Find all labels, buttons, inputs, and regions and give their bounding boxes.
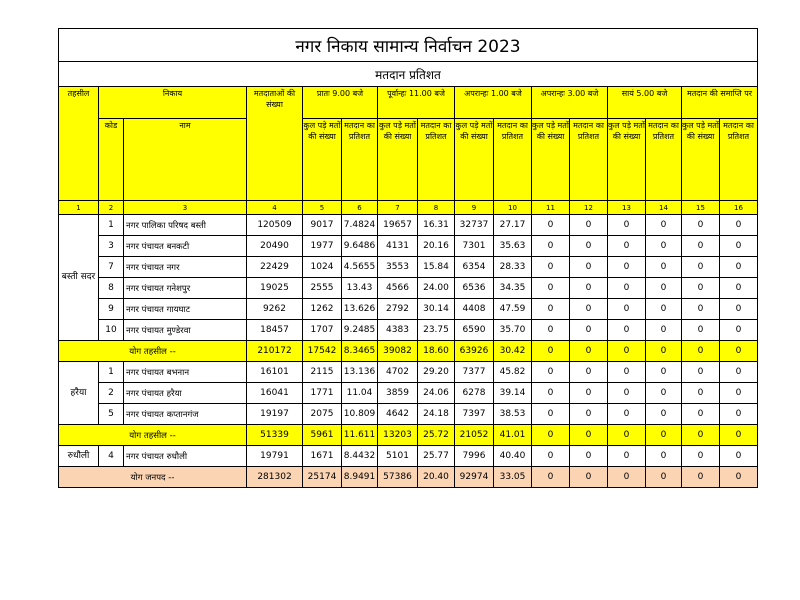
header-slot-1pm: अपरान्हः 1.00 बजे (455, 87, 532, 119)
value-cell: 5101 (378, 446, 418, 467)
value-cell: 9.2485 (342, 320, 378, 341)
value-cell: 0 (608, 215, 646, 236)
grand-total-value: 281302 (247, 467, 303, 488)
value-cell: 4408 (455, 299, 494, 320)
total-value: 39082 (378, 341, 418, 362)
value-cell: 0 (682, 257, 720, 278)
grand-total-value: 20.40 (418, 467, 455, 488)
tehsil-name: रुधौली (59, 446, 99, 467)
value-cell: 28.33 (494, 257, 532, 278)
total-value: 0 (720, 341, 758, 362)
header-votes-cast: कुल पड़े मतों की संख्या (532, 119, 570, 201)
table-row (59, 383, 758, 404)
value-cell: 2075 (303, 404, 342, 425)
header-slot-5pm: सायं 5.00 बजे (608, 87, 682, 119)
nikay-code: 3 (99, 236, 124, 257)
value-cell: 13.43 (342, 278, 378, 299)
value-cell: 1024 (303, 257, 342, 278)
value-cell: 0 (532, 257, 570, 278)
value-cell: 38.53 (494, 404, 532, 425)
value-cell: 120509 (247, 215, 303, 236)
total-value: 11.611 (342, 425, 378, 446)
value-cell: 9262 (247, 299, 303, 320)
value-cell: 8.4432 (342, 446, 378, 467)
value-cell: 0 (570, 236, 608, 257)
value-cell: 4383 (378, 320, 418, 341)
total-value: 41.01 (494, 425, 532, 446)
value-cell: 0 (570, 320, 608, 341)
total-value: 0 (608, 425, 646, 446)
nikay-name: नगर पंचायत गायघाट (124, 299, 247, 320)
column-number: 9 (455, 201, 494, 215)
table-row (59, 404, 758, 425)
total-value: 8.3465 (342, 341, 378, 362)
value-cell: 0 (532, 383, 570, 404)
table-row (59, 278, 758, 299)
value-cell: 4566 (378, 278, 418, 299)
value-cell: 0 (720, 215, 758, 236)
nikay-name: नगर पंचायत बभनान (124, 362, 247, 383)
grand-total-value: 25174 (303, 467, 342, 488)
value-cell: 0 (532, 299, 570, 320)
nikay-code: 9 (99, 299, 124, 320)
nikay-code: 2 (99, 383, 124, 404)
nikay-name: नगर पंचायत हरैया (124, 383, 247, 404)
total-value: 0 (682, 425, 720, 446)
value-cell: 20490 (247, 236, 303, 257)
column-number: 1 (59, 201, 99, 215)
tehsil-total-label: योग तहसील -- (59, 425, 247, 446)
value-cell: 13.136 (342, 362, 378, 383)
value-cell: 19657 (378, 215, 418, 236)
value-cell: 0 (682, 383, 720, 404)
grand-total-value: 0 (532, 467, 570, 488)
total-value: 0 (682, 341, 720, 362)
value-cell: 16101 (247, 362, 303, 383)
value-cell: 13.626 (342, 299, 378, 320)
value-cell: 4.5655 (342, 257, 378, 278)
header-percent: मतदान का प्रतिशत (342, 119, 378, 201)
total-value: 0 (570, 425, 608, 446)
total-value: 21052 (455, 425, 494, 446)
value-cell: 0 (720, 320, 758, 341)
total-value: 5961 (303, 425, 342, 446)
value-cell: 47.59 (494, 299, 532, 320)
total-value: 25.72 (418, 425, 455, 446)
value-cell: 3859 (378, 383, 418, 404)
grand-total-value: 0 (608, 467, 646, 488)
value-cell: 6536 (455, 278, 494, 299)
nikay-name: नगर पंचायत नगर (124, 257, 247, 278)
value-cell: 0 (608, 362, 646, 383)
value-cell: 10.809 (342, 404, 378, 425)
value-cell: 35.70 (494, 320, 532, 341)
value-cell: 0 (608, 404, 646, 425)
total-value: 0 (646, 341, 682, 362)
table-row (59, 299, 758, 320)
nikay-name: नगर पंचायत बनकटी (124, 236, 247, 257)
value-cell: 0 (720, 236, 758, 257)
table-row (59, 320, 758, 341)
value-cell: 0 (682, 446, 720, 467)
value-cell: 0 (532, 446, 570, 467)
column-number: 11 (532, 201, 570, 215)
value-cell: 0 (532, 320, 570, 341)
table-row (59, 215, 758, 236)
grand-total-value: 0 (570, 467, 608, 488)
nikay-code: 10 (99, 320, 124, 341)
value-cell: 0 (608, 320, 646, 341)
tehsil-total-row (59, 341, 758, 362)
table-row (59, 446, 758, 467)
value-cell: 6278 (455, 383, 494, 404)
value-cell: 0 (646, 299, 682, 320)
value-cell: 0 (532, 215, 570, 236)
header-voters: मतदाताओं की संख्या (247, 87, 303, 201)
value-cell: 34.35 (494, 278, 532, 299)
grand-total-value: 0 (682, 467, 720, 488)
total-value: 51339 (247, 425, 303, 446)
header-percent: मतदान का प्रतिशत (570, 119, 608, 201)
header-naam: नाम (124, 119, 247, 201)
value-cell: 4131 (378, 236, 418, 257)
value-cell: 0 (646, 215, 682, 236)
total-value: 17542 (303, 341, 342, 362)
column-number: 7 (378, 201, 418, 215)
header-slot-3pm: अपरान्हः 3.00 बजे (532, 87, 608, 119)
value-cell: 19791 (247, 446, 303, 467)
value-cell: 30.14 (418, 299, 455, 320)
table-row (59, 236, 758, 257)
value-cell: 0 (682, 236, 720, 257)
grand-total-value: 0 (720, 467, 758, 488)
total-value: 0 (532, 425, 570, 446)
header-votes-cast: कुल पड़े मतों की संख्या (608, 119, 646, 201)
grand-total-value: 57386 (378, 467, 418, 488)
value-cell: 3553 (378, 257, 418, 278)
column-number: 13 (608, 201, 646, 215)
value-cell: 0 (646, 446, 682, 467)
value-cell: 2792 (378, 299, 418, 320)
tehsil-name: बस्ती सदर (59, 215, 99, 341)
value-cell: 29.20 (418, 362, 455, 383)
nikay-code: 7 (99, 257, 124, 278)
value-cell: 0 (608, 236, 646, 257)
value-cell: 7996 (455, 446, 494, 467)
value-cell: 4702 (378, 362, 418, 383)
column-number: 8 (418, 201, 455, 215)
total-value: 0 (720, 425, 758, 446)
value-cell: 7377 (455, 362, 494, 383)
district-total-row (59, 467, 758, 488)
value-cell: 9017 (303, 215, 342, 236)
value-cell: 0 (646, 236, 682, 257)
value-cell: 1671 (303, 446, 342, 467)
value-cell: 0 (570, 257, 608, 278)
value-cell: 1707 (303, 320, 342, 341)
value-cell: 7.4824 (342, 215, 378, 236)
value-cell: 0 (570, 299, 608, 320)
nikay-name: नगर पंचायत गनेशपुर (124, 278, 247, 299)
value-cell: 16041 (247, 383, 303, 404)
header-percent: मतदान का प्रतिशत (720, 119, 758, 201)
value-cell: 22429 (247, 257, 303, 278)
nikay-name: नगर पंचायत कप्तानगंज (124, 404, 247, 425)
value-cell: 15.84 (418, 257, 455, 278)
value-cell: 0 (608, 446, 646, 467)
value-cell: 4642 (378, 404, 418, 425)
value-cell: 0 (608, 383, 646, 404)
table-row (59, 362, 758, 383)
total-value: 18.60 (418, 341, 455, 362)
column-number: 14 (646, 201, 682, 215)
value-cell: 0 (720, 278, 758, 299)
value-cell: 35.63 (494, 236, 532, 257)
total-value: 0 (646, 425, 682, 446)
total-value: 0 (532, 341, 570, 362)
header-percent: मतदान का प्रतिशत (646, 119, 682, 201)
page-subtitle: मतदान प्रतिशत (59, 62, 758, 87)
value-cell: 18457 (247, 320, 303, 341)
value-cell: 0 (720, 404, 758, 425)
nikay-name: नगर पालिका परिषद बस्ती (124, 215, 247, 236)
value-cell: 0 (682, 362, 720, 383)
value-cell: 2555 (303, 278, 342, 299)
value-cell: 0 (682, 320, 720, 341)
value-cell: 0 (646, 404, 682, 425)
table-row (59, 257, 758, 278)
value-cell: 0 (682, 215, 720, 236)
nikay-code: 8 (99, 278, 124, 299)
value-cell: 7397 (455, 404, 494, 425)
value-cell: 0 (570, 278, 608, 299)
value-cell: 20.16 (418, 236, 455, 257)
nikay-code: 5 (99, 404, 124, 425)
value-cell: 0 (720, 299, 758, 320)
value-cell: 0 (646, 362, 682, 383)
page-title: नगर निकाय सामान्य निर्वाचन 2023 (59, 29, 758, 62)
value-cell: 32737 (455, 215, 494, 236)
column-number: 15 (682, 201, 720, 215)
value-cell: 19197 (247, 404, 303, 425)
total-value: 13203 (378, 425, 418, 446)
value-cell: 39.14 (494, 383, 532, 404)
nikay-code: 1 (99, 215, 124, 236)
value-cell: 1262 (303, 299, 342, 320)
grand-total-value: 0 (646, 467, 682, 488)
header-slot-11am: पूर्वान्हः 11.00 बजे (378, 87, 455, 119)
value-cell: 0 (646, 257, 682, 278)
value-cell: 0 (720, 362, 758, 383)
value-cell: 45.82 (494, 362, 532, 383)
value-cell: 24.06 (418, 383, 455, 404)
header-votes-cast: कुल पड़े मतों की संख्या (455, 119, 494, 201)
grand-total-value: 92974 (455, 467, 494, 488)
value-cell: 0 (682, 404, 720, 425)
value-cell: 0 (532, 236, 570, 257)
column-number: 3 (124, 201, 247, 215)
value-cell: 25.77 (418, 446, 455, 467)
value-cell: 6590 (455, 320, 494, 341)
value-cell: 1771 (303, 383, 342, 404)
header-votes-cast: कुल पड़े मतों की संख्या (378, 119, 418, 201)
grand-total-value: 33.05 (494, 467, 532, 488)
value-cell: 0 (570, 362, 608, 383)
total-value: 63926 (455, 341, 494, 362)
tehsil-total-label: योग तहसील -- (59, 341, 247, 362)
value-cell: 0 (570, 404, 608, 425)
header-votes-cast: कुल पड़े मतों की संख्या (303, 119, 342, 201)
column-number: 6 (342, 201, 378, 215)
tehsil-name: हरैया (59, 362, 99, 425)
value-cell: 6354 (455, 257, 494, 278)
header-slot-end: मतदान की समाप्ति पर (682, 87, 758, 119)
nikay-name: नगर पंचायत मुण्डेरवा (124, 320, 247, 341)
nikay-code: 4 (99, 446, 124, 467)
value-cell: 0 (646, 383, 682, 404)
value-cell: 0 (720, 383, 758, 404)
column-number: 2 (99, 201, 124, 215)
header-percent: मतदान का प्रतिशत (418, 119, 455, 201)
value-cell: 2115 (303, 362, 342, 383)
total-value: 0 (570, 341, 608, 362)
value-cell: 0 (532, 404, 570, 425)
value-cell: 0 (720, 257, 758, 278)
value-cell: 0 (570, 446, 608, 467)
value-cell: 1977 (303, 236, 342, 257)
value-cell: 0 (608, 278, 646, 299)
value-cell: 0 (532, 278, 570, 299)
value-cell: 0 (570, 215, 608, 236)
value-cell: 24.00 (418, 278, 455, 299)
voting-table (58, 28, 758, 488)
district-total-label: योग जनपद -- (59, 467, 247, 488)
header-percent: मतदान का प्रतिशत (494, 119, 532, 201)
value-cell: 24.18 (418, 404, 455, 425)
value-cell: 27.17 (494, 215, 532, 236)
value-cell: 0 (570, 383, 608, 404)
grand-total-value: 8.9491 (342, 467, 378, 488)
column-number: 4 (247, 201, 303, 215)
nikay-name: नगर पंचायत रुधौली (124, 446, 247, 467)
column-number: 12 (570, 201, 608, 215)
nikay-code: 1 (99, 362, 124, 383)
value-cell: 16.31 (418, 215, 455, 236)
value-cell: 9.6486 (342, 236, 378, 257)
total-value: 30.42 (494, 341, 532, 362)
column-number: 5 (303, 201, 342, 215)
value-cell: 7301 (455, 236, 494, 257)
total-value: 0 (608, 341, 646, 362)
column-number: 10 (494, 201, 532, 215)
tehsil-total-row (59, 425, 758, 446)
value-cell: 0 (608, 257, 646, 278)
header-tehsil: तहसील (59, 87, 99, 201)
value-cell: 23.75 (418, 320, 455, 341)
header-nikay: निकाय (99, 87, 247, 119)
column-number: 16 (720, 201, 758, 215)
value-cell: 0 (646, 320, 682, 341)
value-cell: 0 (720, 446, 758, 467)
value-cell: 11.04 (342, 383, 378, 404)
header-votes-cast: कुल पड़े मतों की संख्या (682, 119, 720, 201)
value-cell: 40.40 (494, 446, 532, 467)
voting-percentage-sheet (58, 28, 758, 488)
header-slot-9am: प्रातः 9.00 बजे (303, 87, 378, 119)
value-cell: 0 (532, 362, 570, 383)
value-cell: 0 (682, 278, 720, 299)
value-cell: 0 (646, 278, 682, 299)
value-cell: 19025 (247, 278, 303, 299)
header-kod: कोड (99, 119, 124, 201)
value-cell: 0 (608, 299, 646, 320)
total-value: 210172 (247, 341, 303, 362)
value-cell: 0 (682, 299, 720, 320)
